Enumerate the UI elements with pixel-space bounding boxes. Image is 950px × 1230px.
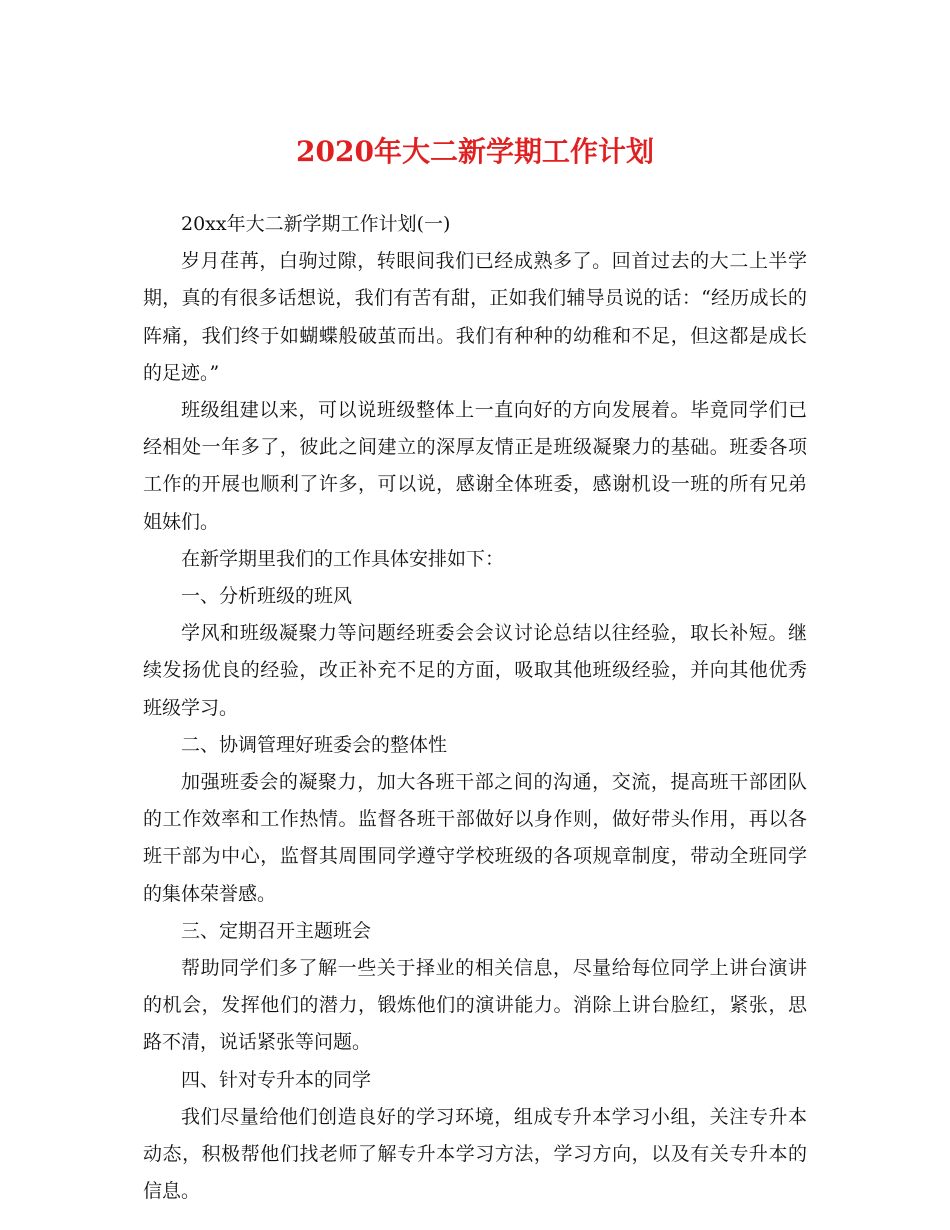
section-body-2: 加强班委会的凝聚力，加大各班干部之间的沟通，交流，提高班干部团队的工作效率和工作热情。监督各班干部做好以身作则，做好带头作用，再以各班干部为中心，监督其周围同学遵守学校班级的各项规章制度，带动全班同学的集体荣誉感。 [143, 771, 807, 905]
paragraph-class-development: 班级组建以来，可以说班级整体上一直向好的方向发展着。毕竟同学们已经相处一年多了，彼此之间建立的深厚友情正是班级凝聚力的基础。班委各项工作的开展也顺利了许多，可以说，感谢全体班委，感谢机设一班的所有兄弟姐妹们。 [143, 399, 807, 533]
section-heading-2: 二、协调管理好班委会的整体性 [181, 733, 448, 756]
document-title: 2020年大二新学期工作计划 [296, 135, 654, 168]
section-heading-1: 一、分析班级的班风 [181, 585, 353, 608]
section-body-1: 学风和班级凝聚力等问题经班委会会议讨论总结以往经验，取长补短。继续发扬优良的经验，改正补充不足的方面，吸取其他班级经验，并向其他优秀班级学习。 [143, 622, 807, 719]
document-body [143, 206, 807, 1210]
section-body-4: 我们尽量给他们创造良好的学习环境，组成专升本学习小组，关注专升本动态，积极帮他们找老师了解专升本学习方法，学习方向，以及有关专升本的信息。 [143, 1105, 807, 1203]
section-body-3: 帮助同学们多了解一些关于择业的相关信息，尽量给每位同学上讲台演讲的机会，发挥他们的潜力，锻炼他们的演讲能力。消除上讲台脸红，紧张，思路不清，说话紧张等问题。 [143, 957, 807, 1054]
paragraph-plan-intro: 在新学期里我们的工作具体安排如下： [181, 547, 505, 570]
paragraph-intro: 岁月荏苒，白驹过隙，转眼间我们已经成熟多了。回首过去的大二上半学期，真的有很多话想说，我们有苦有甜，正如我们辅导员说的话：“经历成长的阵痛，我们终于如蝴蝶般破茧而出。我们有种种的幼稚和不足，但这都是成长的足迹。” [143, 250, 807, 384]
section-heading-3: 三、定期召开主题班会 [181, 919, 372, 942]
section-heading-4: 四、针对专升本的同学 [181, 1068, 372, 1091]
paragraph-heading-part-one: 20xx年大二新学期工作计划(一) [181, 213, 451, 235]
